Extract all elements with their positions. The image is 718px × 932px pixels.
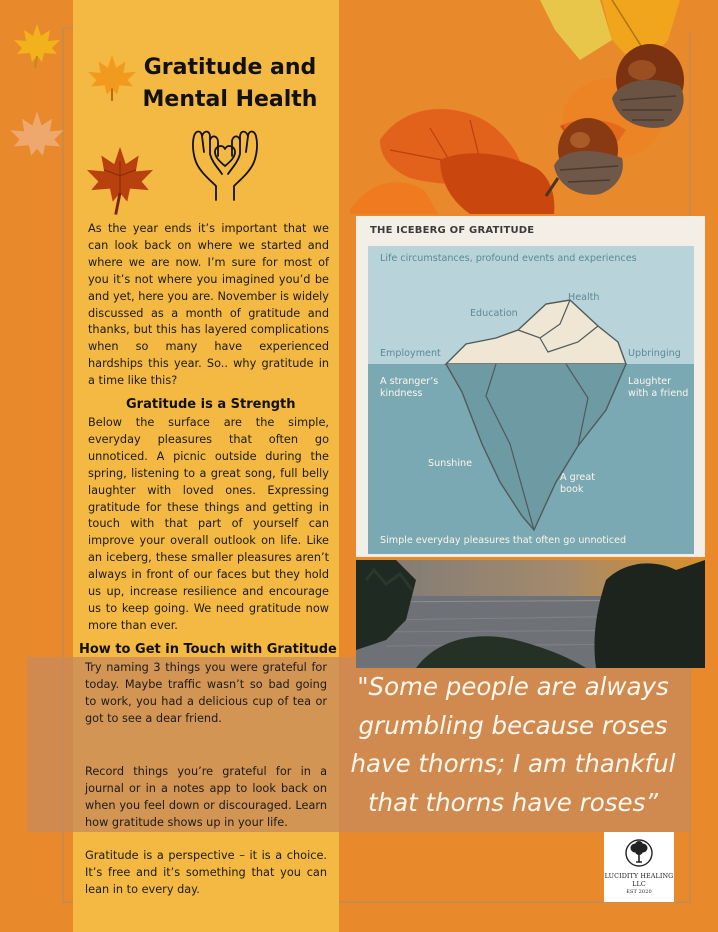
label-line: kindness xyxy=(380,388,423,399)
label-great-book xyxy=(560,472,595,496)
section-heading-get-in-touch: How to Get in Touch with Gratitude xyxy=(79,642,337,657)
tip-paragraph-1: Try naming 3 things you were grateful for today. Maybe traffic wasn’t so bad going to work, you had a delicious cup of tea or got to see a dear friend. xyxy=(85,661,327,725)
logo-line: EST 2020 xyxy=(626,889,652,895)
acorns-leaves-image xyxy=(350,0,718,216)
iceberg-bottom-caption: Simple everyday pleasures that often go unnoticed xyxy=(380,535,627,546)
label-health: Health xyxy=(568,292,600,303)
intro-paragraph: As the year ends it’s important that we can look back on where we started and where we are now. I’m sure for most of you it’s not where you imagined you’d be and yet, here you are. November is widely discussed as a month of gratitude and thanks, but this has layered complications when so many have experienced hardships this year. So.. why gratitude in a time like this? xyxy=(88,222,329,388)
maple-leaf-faded-icon xyxy=(8,108,66,164)
lucidity-healing-logo xyxy=(604,832,674,902)
hands-heart-icon xyxy=(186,122,264,202)
section-heading-strength: Gratitude is a Strength xyxy=(126,397,296,412)
logo-line: LLC xyxy=(632,880,646,888)
iceberg-infographic xyxy=(356,216,705,557)
quote-line: have thorns; I am thankful xyxy=(350,749,676,778)
page-title xyxy=(120,52,340,116)
label-upbringing: Upbringing xyxy=(628,348,681,359)
title-line: Mental Health xyxy=(142,87,318,112)
quote-text xyxy=(342,668,684,822)
iceberg-top-caption: Life circumstances, profound events and experiences xyxy=(380,253,637,264)
label-line: A stranger’s xyxy=(380,376,439,387)
title-line: Gratitude and xyxy=(143,55,317,80)
label-line: book xyxy=(560,484,584,495)
label-sunshine: Sunshine xyxy=(428,458,472,469)
tip-paragraph-3: Gratitude is a perspective – it is a choice. It’s free and it’s something that you can lean in to every day. xyxy=(85,849,327,896)
maple-leaf-yellow-icon xyxy=(12,22,62,68)
quote-line: "Some people are always xyxy=(357,672,669,701)
label-line: Laughter xyxy=(628,376,672,387)
label-laughter xyxy=(628,376,688,400)
quote-line: that thorns have roses” xyxy=(367,787,659,817)
tip-paragraph-2: Record things you’re grateful for in a journal or in a notes app to look back on when you feel down or discouraged. Learn how gratitude shows up in your life. xyxy=(85,765,327,829)
maple-leaf-red-icon xyxy=(84,144,156,216)
iceberg-title: THE ICEBERG OF GRATITUDE xyxy=(370,225,535,236)
label-line: with a friend xyxy=(628,388,689,399)
iceberg-illustration xyxy=(368,246,694,554)
label-education: Education xyxy=(470,308,518,319)
label-strangers-kindness xyxy=(380,376,438,400)
strength-paragraph: Below the surface are the simple, everyday pleasures that often go unnoticed. A picnic outside during the spring, listening to a great song, full belly laughter with loved ones. Expressing gratitude for these things and getting in touch with that part of yourself can improve your overall outlook on life. Like an iceberg, these smaller pleasures aren’t always in front of our faces but they hold us up, increase resilience and encourage us to keep going. We need gratitude now more than ever. xyxy=(88,416,329,632)
logo-text xyxy=(604,872,674,896)
logo-tree-icon xyxy=(624,838,654,870)
label-employment: Employment xyxy=(380,348,441,359)
quote-line: grumbling because roses xyxy=(358,710,668,740)
label-line: A great xyxy=(560,472,595,483)
sunset-lake-photo xyxy=(356,560,705,668)
logo-line: LUCIDITY HEALING xyxy=(604,872,674,880)
